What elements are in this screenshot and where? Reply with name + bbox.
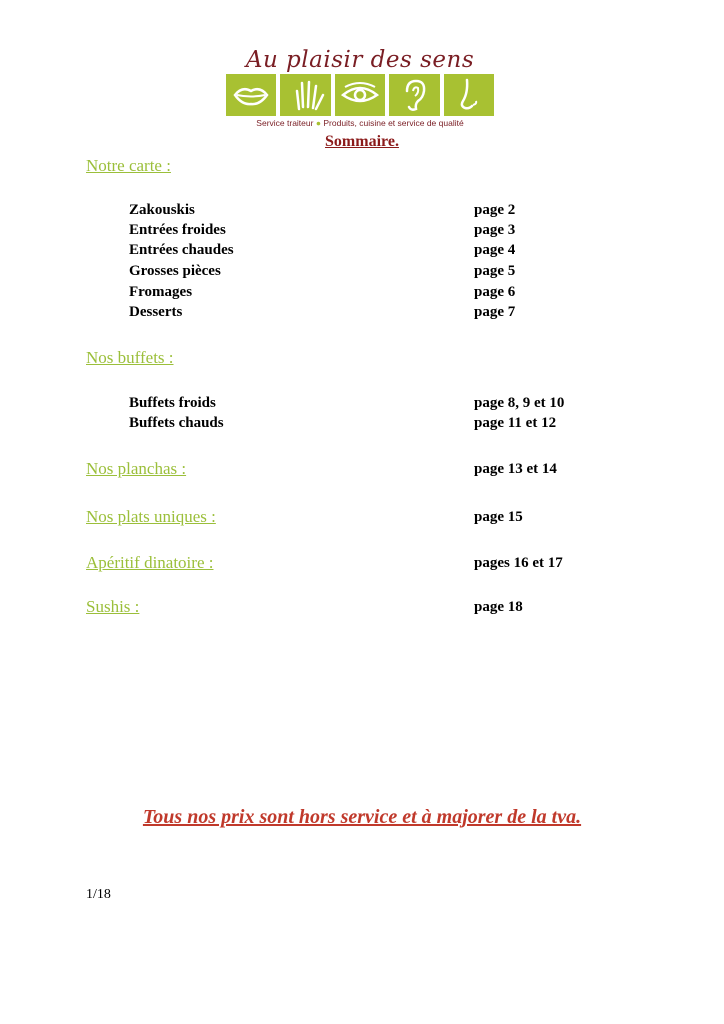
- plats-page: page 15: [474, 509, 523, 525]
- hand-icon: [280, 74, 330, 116]
- eye-icon: [335, 74, 385, 116]
- section-aperitif-dinatoire: Apéritif dinatoire :: [86, 553, 214, 572]
- logo-icons: [226, 74, 494, 116]
- menu-item-page: page 3: [474, 222, 516, 238]
- tagline-dot: ●: [315, 118, 321, 128]
- menu-item-label: Entrées froides: [129, 222, 226, 238]
- menu-item-label: Desserts: [129, 304, 183, 320]
- section-notre-carte: Notre carte :: [86, 156, 171, 175]
- tagline-quality: Produits, cuisine et service de qualité: [323, 118, 464, 128]
- section-nos-planchas: Nos planchas :: [86, 459, 187, 478]
- buffet-item-label: Buffets chauds: [129, 415, 224, 431]
- page-number: 1/18: [86, 887, 111, 902]
- ear-icon: [389, 74, 439, 116]
- section-nos-plats-uniques: Nos plats uniques :: [86, 507, 216, 526]
- section-sushis: Sushis :: [86, 597, 140, 616]
- aperitif-page: pages 16 et 17: [474, 555, 563, 571]
- planchas-page: page 13 et 14: [474, 461, 557, 477]
- logo-tagline: [222, 118, 498, 128]
- buffet-item-page: page 11 et 12: [474, 415, 557, 431]
- menu-item-label: Zakouskis: [129, 202, 195, 218]
- company-logo: [222, 46, 498, 130]
- buffet-item-label: Buffets froids: [129, 395, 216, 411]
- menu-item-label: Grosses pièces: [129, 263, 221, 279]
- pricing-note: Tous nos prix sont hors service et à majorer de la tva.: [142, 806, 582, 828]
- page-title: Sommaire.: [325, 133, 399, 150]
- menu-item-page: page 4: [474, 242, 516, 258]
- menu-item-page: page 5: [474, 263, 516, 279]
- tagline-service: Service traiteur: [256, 118, 314, 128]
- logo-title: Au plaisir des sens: [245, 47, 475, 73]
- menu-item-page: page 7: [474, 304, 516, 320]
- sushis-page: page 18: [474, 599, 523, 615]
- buffet-item-page: page 8, 9 et 10: [474, 395, 565, 411]
- nose-icon: [444, 74, 494, 116]
- menu-item-page: page 2: [474, 202, 516, 218]
- section-nos-buffets: Nos buffets :: [86, 348, 174, 367]
- menu-item-label: Entrées chaudes: [129, 242, 234, 258]
- menu-item-page: page 6: [474, 284, 516, 300]
- menu-item-label: Fromages: [129, 284, 193, 300]
- lips-icon: [226, 74, 276, 116]
